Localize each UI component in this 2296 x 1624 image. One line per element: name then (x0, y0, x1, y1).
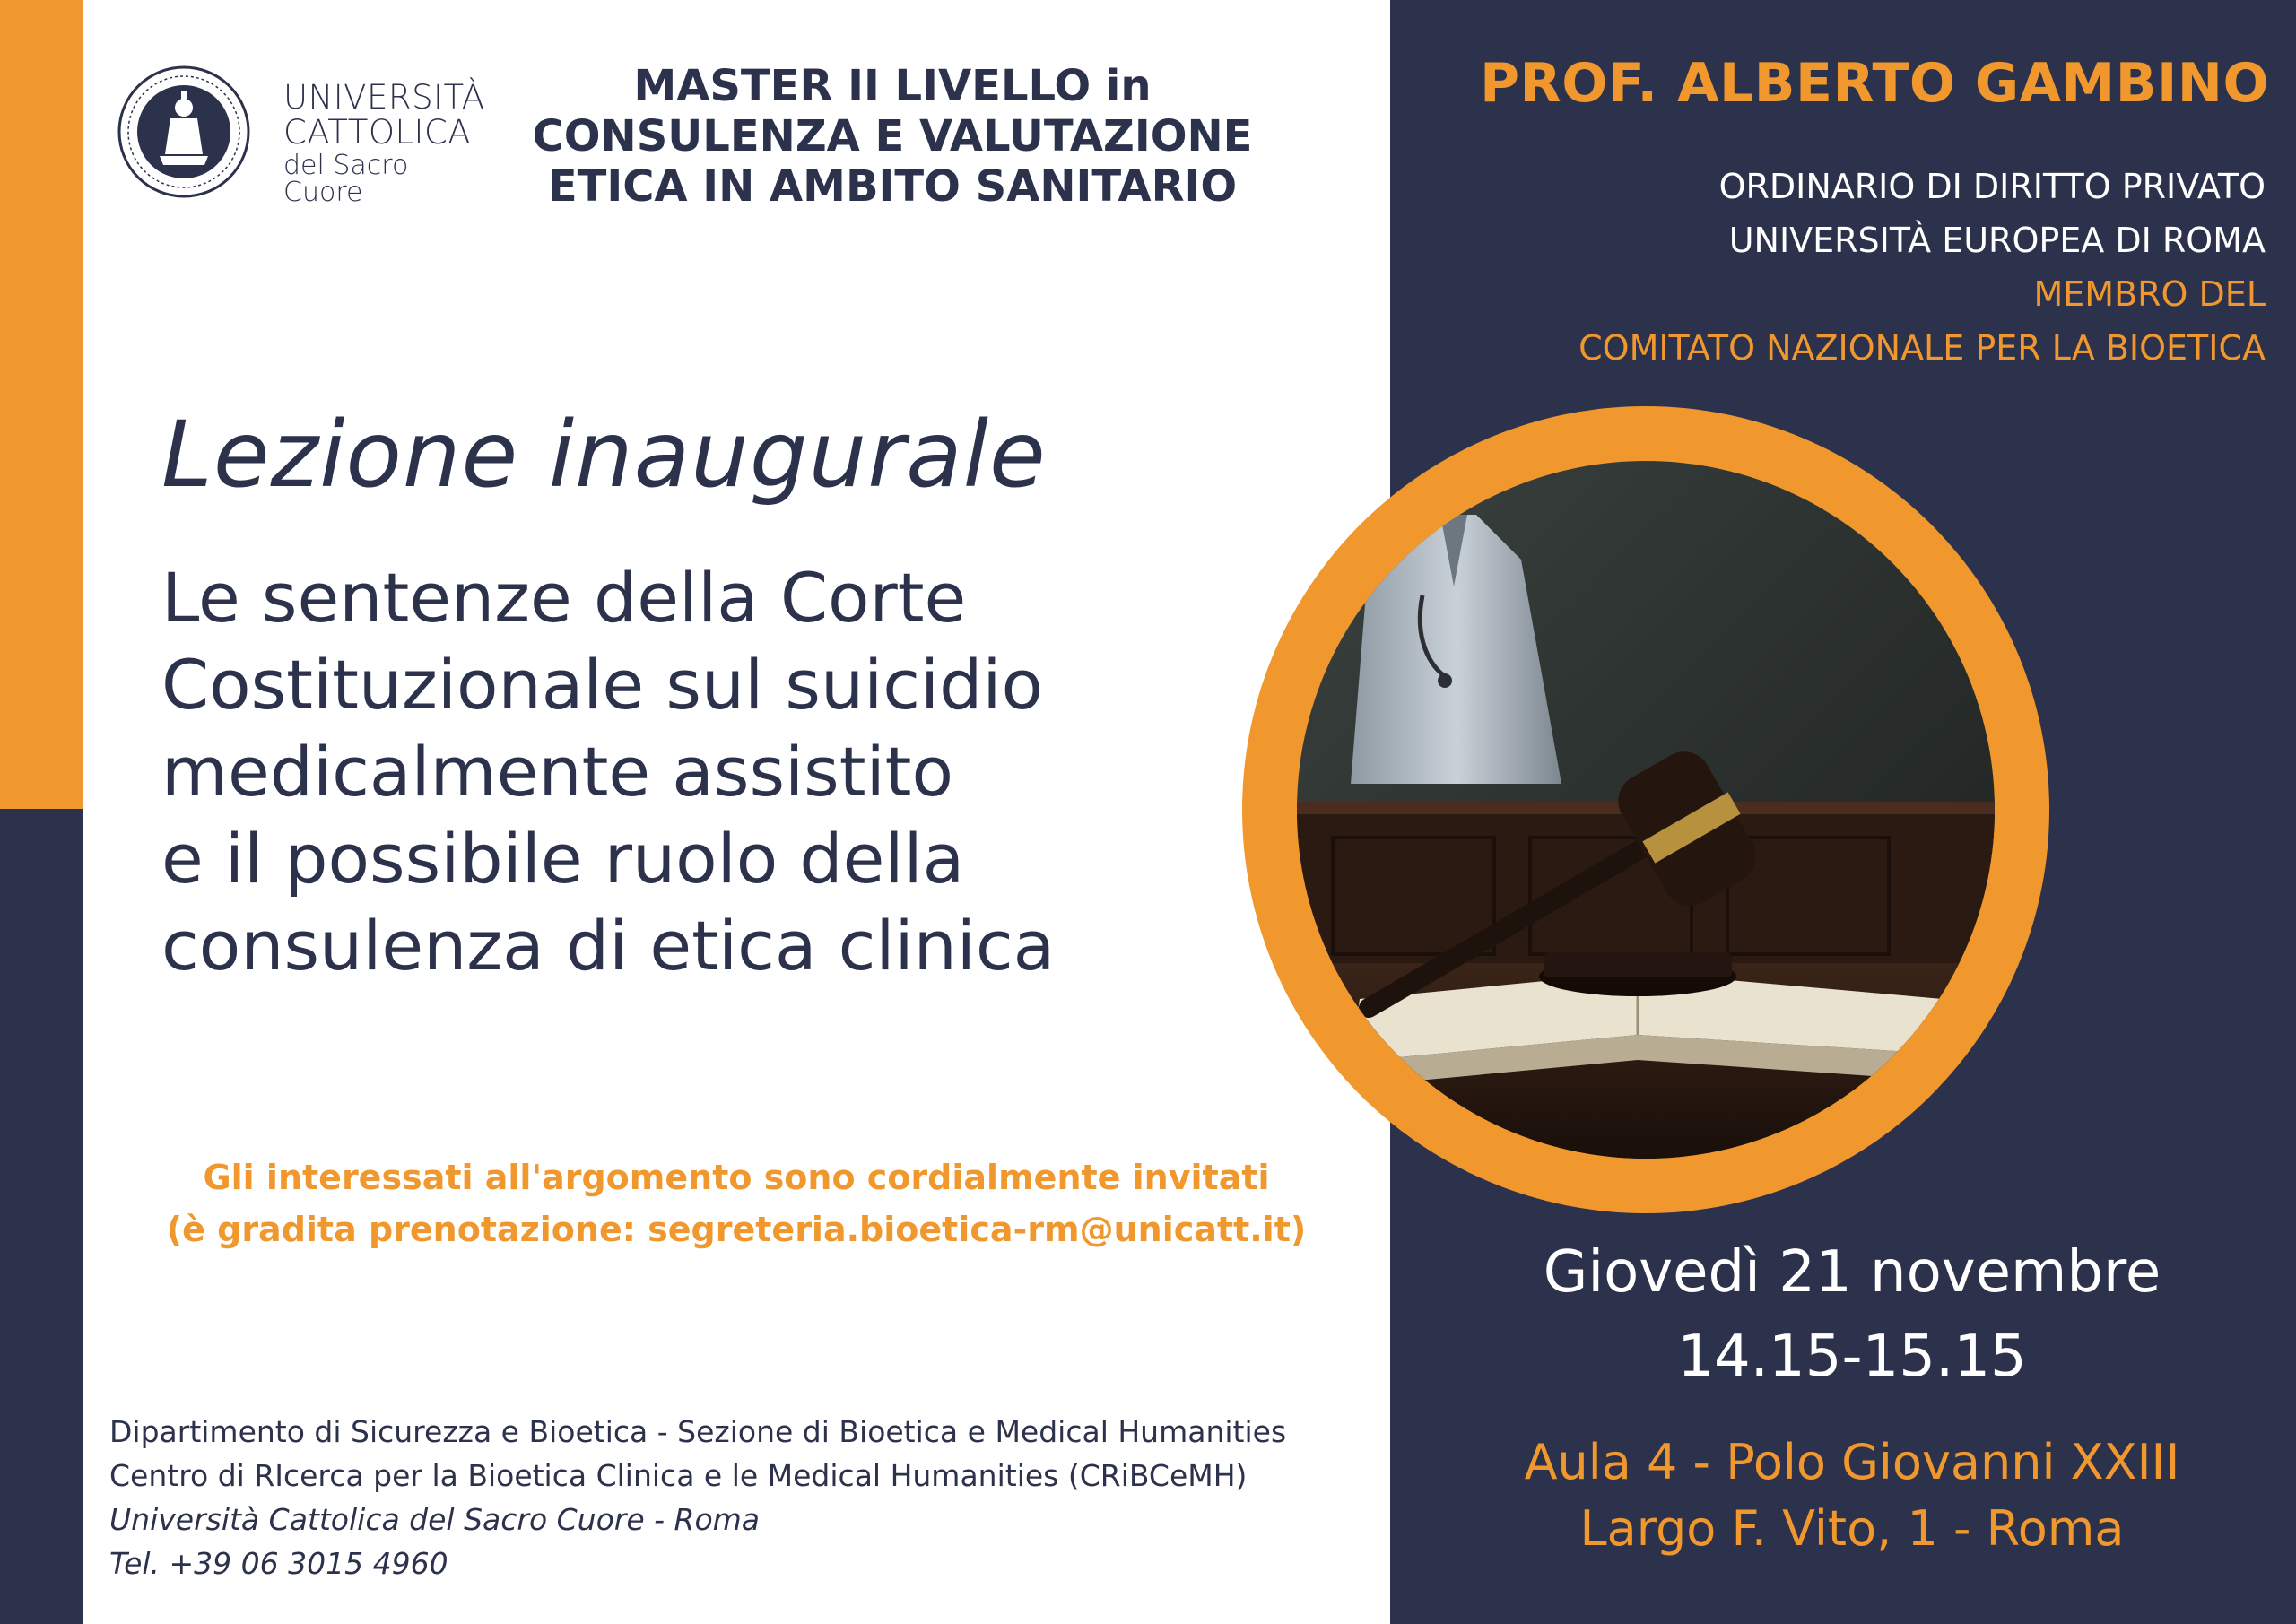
invitation-line1: Gli interessati all'argomento sono cordialmente invitati (203, 1158, 1270, 1197)
master-title-line1: MASTER II LIVELLO in (633, 61, 1152, 111)
department-line1: Dipartimento di Sicurezza e Bioetica - Sezione di Bioetica e Medical Humanities (109, 1414, 1287, 1449)
event-address: Largo F. Vito, 1 - Roma (1579, 1500, 2125, 1557)
department-line3: Università Cattolica del Sacro Cuore - Roma (109, 1502, 761, 1537)
lecture-heading: Lezione inaugurale (161, 402, 1047, 508)
lecture-title (161, 554, 1345, 989)
event-time: 14.15-15.15 (1677, 1324, 2027, 1390)
lecture-title-line: medicalmente assistito (161, 732, 953, 812)
invitation-line2: (è gradita prenotazione: segreteria.bioetica-rm@unicatt.it) (166, 1210, 1307, 1249)
doctor-coat-gavel-book-photo (1297, 461, 1995, 1159)
university-name-line2: CATTOLICA (283, 113, 472, 152)
speaker-name: PROF. ALBERTO GAMBINO (1480, 52, 2269, 115)
university-name (283, 78, 485, 208)
university-seal-icon (117, 65, 251, 199)
university-name-line3: del Sacro Cuore (283, 150, 409, 208)
accent-bar-bottom (0, 809, 83, 1624)
invitation-text (83, 1151, 1390, 1255)
speaker-role1: ORDINARIO DI DIRITTO PRIVATO (1718, 167, 2266, 206)
lecture-title-line: e il possibile ruolo della (161, 819, 965, 899)
department-info (109, 1410, 1383, 1585)
master-title (511, 61, 1274, 212)
event-datetime (1435, 1230, 2269, 1399)
speaker-role4: COMITATO NAZIONALE PER LA BIOETICA (1578, 328, 2266, 368)
lecture-title-line: Costituzionale sul suicidio (161, 645, 1043, 725)
master-title-line2: CONSULENZA E VALUTAZIONE (532, 111, 1253, 161)
event-location (1435, 1429, 2269, 1562)
lecture-title-line: consulenza di etica clinica (161, 906, 1056, 986)
department-phone: Tel. +39 06 3015 4960 (109, 1546, 448, 1581)
event-room: Aula 4 - Polo Giovanni XXIII (1524, 1434, 2180, 1490)
lecture-title-line: Le sentenze della Corte (161, 558, 967, 638)
event-date: Giovedì 21 novembre (1543, 1239, 2161, 1306)
master-title-line3: ETICA IN AMBITO SANITARIO (547, 161, 1238, 212)
speaker-role2: UNIVERSITÀ EUROPEA DI ROMA (1728, 221, 2266, 260)
accent-bar-top (0, 0, 83, 809)
speaker-role3: MEMBRO DEL (2033, 274, 2266, 314)
department-line2: Centro di RIcerca per la Bioetica Clinica e le Medical Humanities (CRiBCeMH) (109, 1458, 1248, 1493)
university-name-line1: UNIVERSITÀ (283, 78, 485, 117)
speaker-roles (1435, 160, 2266, 375)
